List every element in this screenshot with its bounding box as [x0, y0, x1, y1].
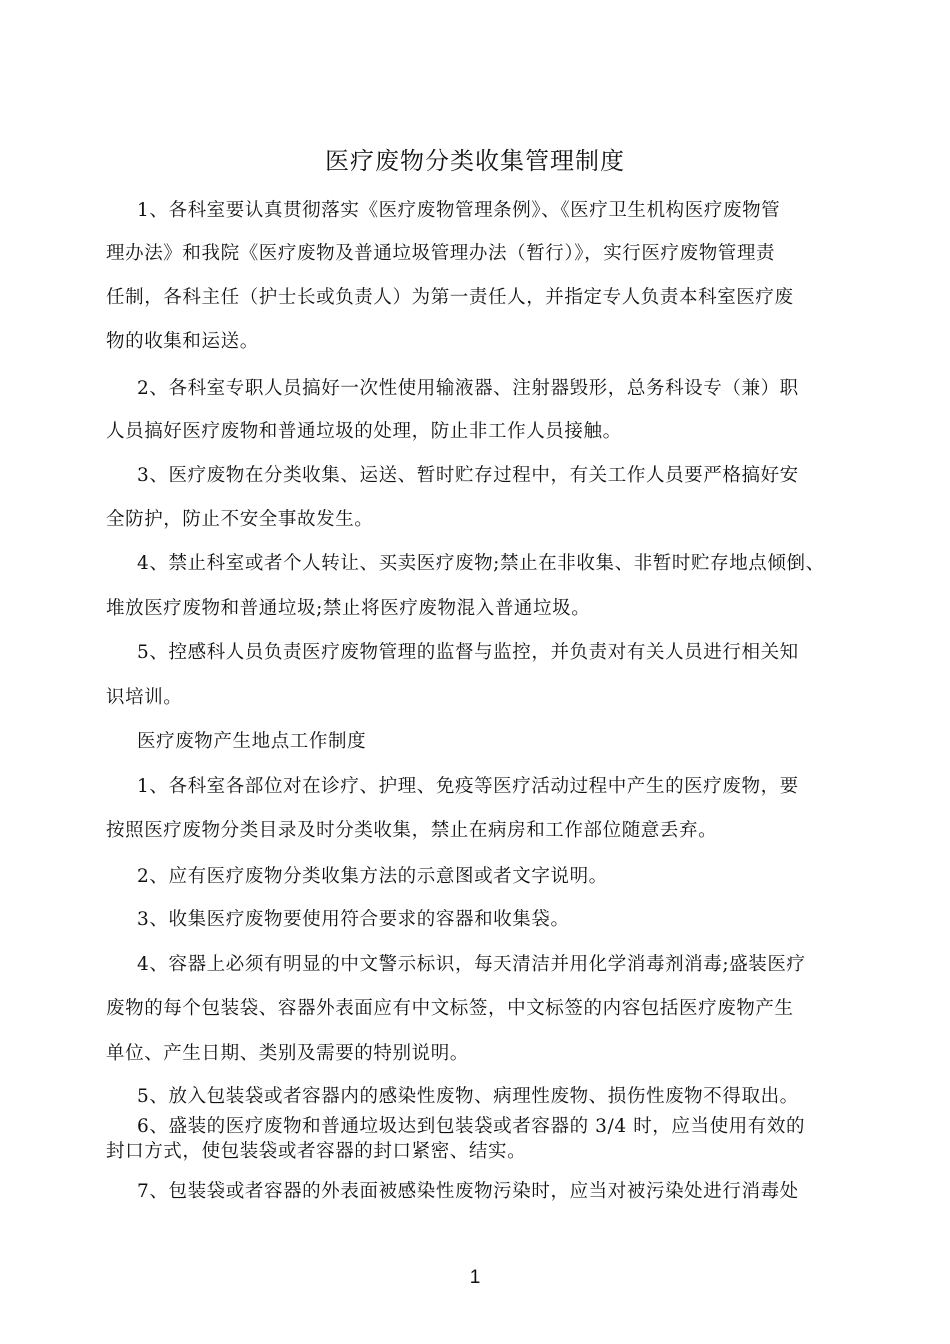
paragraph-line: 2、各科室专职人员搞好一次性使用输液器、注射器毁形，总务科设专（兼）职 [137, 378, 799, 399]
paragraph-line: 堆放医疗废物和普通垃圾;禁止将医疗废物混入普通垃圾。 [106, 598, 591, 619]
document-title: 医疗废物分类收集管理制度 [325, 147, 625, 175]
paragraph-line: 3、收集医疗废物要使用符合要求的容器和收集袋。 [137, 909, 570, 930]
paragraph-line: 物的收集和运送。 [106, 331, 259, 352]
section-heading: 医疗废物产生地点工作制度 [137, 731, 367, 752]
paragraph-line: 5、控感科人员负责医疗废物管理的监督与监控，并负责对有关人员进行相关知 [137, 642, 799, 663]
paragraph-line: 5、放入包装袋或者容器内的感染性废物、病理性废物、损伤性废物不得取出。 [137, 1086, 799, 1107]
paragraph-line: 识培训。 [106, 687, 183, 708]
paragraph-line: 3、医疗废物在分类收集、运送、暂时贮存过程中，有关工作人员要严格搞好安 [137, 465, 799, 486]
paragraph-line: 废物的每个包装袋、容器外表面应有中文标签，中文标签的内容包括医疗废物产生 [106, 998, 794, 1019]
paragraph-line: 1、各科室各部位对在诊疗、护理、免疫等医疗活动过程中产生的医疗废物，要 [137, 776, 799, 797]
paragraph-line: 按照医疗废物分类目录及时分类收集，禁止在病房和工作部位随意丢弃。 [106, 820, 718, 841]
paragraph-line: 4、禁止科室或者个人转让、买卖医疗废物;禁止在非收集、非暂时贮存地点倾倒、 [137, 553, 825, 574]
paragraph-line: 2、应有医疗废物分类收集方法的示意图或者文字说明。 [137, 866, 608, 887]
paragraph-line: 理办法》和我院《医疗废物及普通垃圾管理办法（暂行）》，实行医疗废物管理责 [106, 243, 776, 264]
paragraph-line: 6、盛装的医疗废物和普通垃圾达到包装袋或者容器的 3/4 时，应当使用有效的 [137, 1116, 806, 1137]
paragraph-line: 1、各科室要认真贯彻落实《医疗废物管理条例》、《医疗卫生机构医疗废物管 [137, 200, 781, 221]
paragraph-line: 4、容器上必须有明显的中文警示标识，每天清洁并用化学消毒剂消毒;盛装医疗 [137, 954, 806, 975]
page-number: 1 [469, 1267, 481, 1288]
paragraph-line: 任制，各科主任（护士长或负责人）为第一责任人，并指定专人负责本科室医疗废 [106, 287, 794, 308]
paragraph-line: 人员搞好医疗废物和普通垃圾的处理，防止非工作人员接触。 [106, 421, 622, 442]
paragraph-line: 7、包装袋或者容器的外表面被感染性废物污染时，应当对被污染处进行消毒处 [137, 1181, 799, 1202]
paragraph-line: 全防护，防止不安全事故发生。 [106, 509, 374, 530]
paragraph-line: 单位、产生日期、类别及需要的特别说明。 [106, 1043, 469, 1064]
paragraph-line: 封口方式，使包装袋或者容器的封口紧密、结实。 [106, 1141, 527, 1162]
